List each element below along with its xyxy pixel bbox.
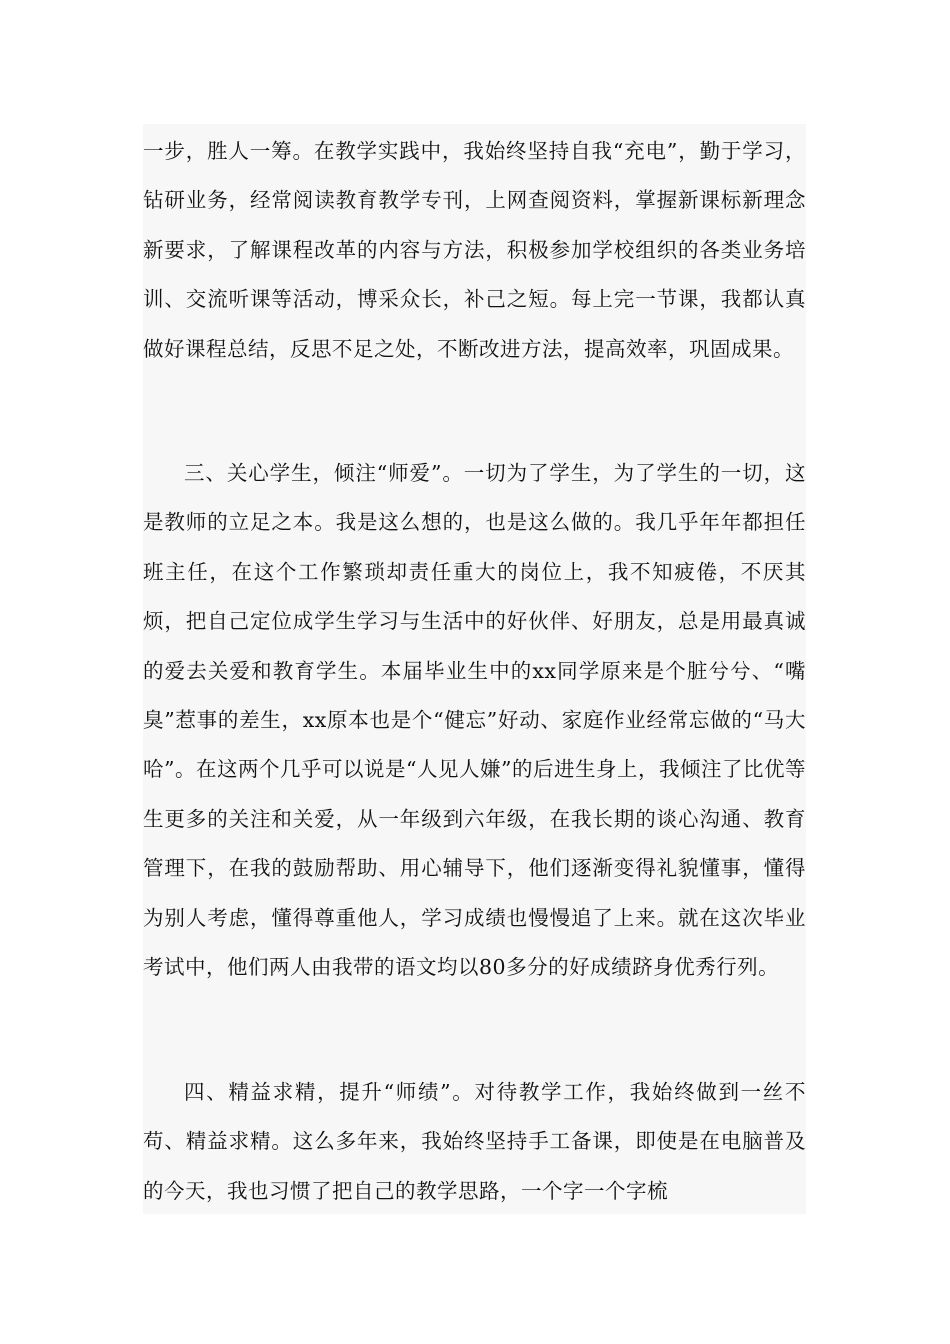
paragraph-care-for-students: 三、关心学生，倾注“师爱”。一切为了学生，为了学生的一切，这是教师的立足之本。我是这么想的，也是这么做的。我几乎年年都担任班主任，在这个工作繁琐却责任重大的岗位上，我不知疲倦，不厌其烦，把自己定位成学生学习与生活中的好伙伴、好朋友，总是用最真诚的爱去关爱和教育学生。本届毕业生中的xx同学原来是个脏兮兮、“嘴臭”惹事的差生，xx原本也是个“健忘”好动、家庭作业经常忘做的“马大哈”。在这两个几乎可以说是“人见人嫌”的后进生身上，我倾注了比优等生更多的关注和关爱，从一年级到六年级，在我长期的谈心沟通、教育管理下，在我的鼓励帮助、用心辅导下，他们逐渐变得礼貌懂事，懂得为别人考虑，懂得尊重他人，学习成绩也慢慢追了上来。就在这次毕业考试中，他们两人由我带的语文均以80多分的好成绩跻身优秀行列。 — [143, 461, 806, 980]
paragraph-teaching-excellence: 四、精益求精，提升“师绩”。对待教学工作，我始终做到一丝不苟、精益求精。这么多年来，我始终坚持手工备课，即使是在电脑普及的今天，我也习惯了把自己的教学思路，一个字一个字梳 — [143, 1080, 806, 1203]
document-body — [143, 124, 806, 1214]
paragraph-self-study: 一步，胜人一筹。在教学实践中，我始终坚持自我“充电”，勤于学习，钻研业务，经常阅读教育教学专刊，上网查阅资料，掌握新课标新理念新要求，了解课程改革的内容与方法，积极参加学校组织的各类业务培训、交流听课等活动，博采众长，补己之短。每上完一节课，我都认真做好课程总结，反思不足之处，不断改进方法，提高效率，巩固成果。 — [143, 139, 806, 361]
